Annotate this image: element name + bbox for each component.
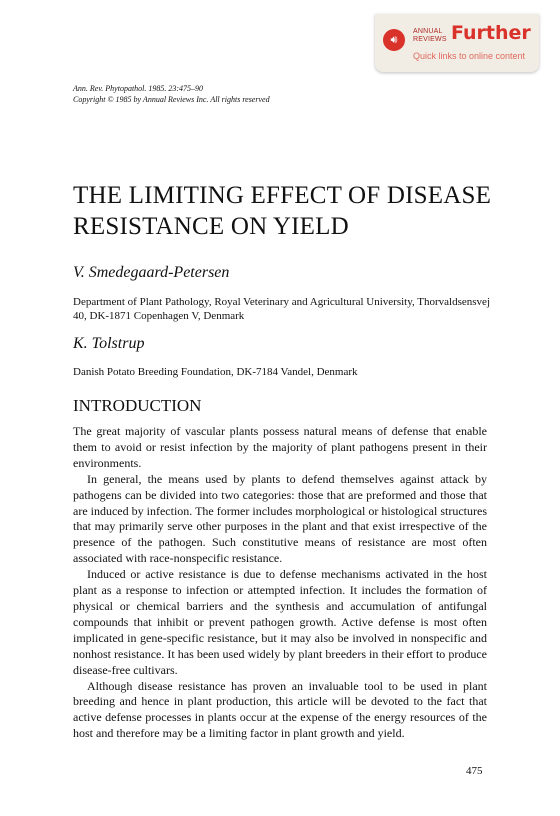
- banner-annual-reviews: [413, 28, 447, 44]
- paragraph-2: In general, the means used by plants to defend themselves against attack by pathogens can be divided into two categories: those that are preformed and those that are induced by infection. The former includes morphological or histological structures that may primarily serve other purposes in the plant and that exist irrespective of the presence of the pathogen. Such constitutive means of resistance are most often associated with race-nonspecific resistance.: [73, 471, 487, 566]
- paragraph-4: Although disease resistance has proven an invaluable tool to be used in plant breeding and hence in plant production, this article will be devoted to the fact that active defense processes in plants occur at the expense of the energy resources of the host and therefore may be a limiting factor in plant growth and yield.: [73, 678, 487, 741]
- annual-reviews-further-banner[interactable]: [375, 14, 539, 72]
- banner-further-text: Further: [451, 22, 531, 44]
- citation: [73, 83, 270, 105]
- paragraph-1: The great majority of vascular plants possess natural means of defense that enable them to avoid or resist infection by the majority of plant pathogens present in their environments.: [73, 424, 487, 470]
- section-heading: INTRODUCTION: [73, 396, 202, 415]
- banner-subtitle[interactable]: Quick links to online content: [413, 51, 526, 61]
- author-affiliation-2: Danish Potato Breeding Foundation, DK-7184 Vandel, Denmark: [73, 366, 358, 378]
- author-affiliation-1: Department of Plant Pathology, Royal Veterinary and Agricultural University, Thorvaldsensvej 40, DK-1871 Copenhagen V, Denmark: [73, 296, 490, 322]
- citation-journal: Ann. Rev. Phytopathol. 1985. 23:475–90: [73, 84, 204, 93]
- article-body: [73, 424, 487, 742]
- author-name-2: K. Tolstrup: [73, 335, 145, 352]
- banner-annual-text: ANNUAL: [413, 28, 443, 35]
- speaker-icon: 🔊︎: [383, 29, 405, 51]
- banner-reviews-text: REVIEWS: [413, 36, 447, 43]
- citation-copyright: Copyright © 1985 by Annual Reviews Inc. All rights reserved: [73, 95, 270, 104]
- paragraph-3: Induced or active resistance is due to defense mechanisms activated in the host plant as a response to infection or attempted infection. It includes the formation of physical or chemical barriers and the synthesis and accumulation of antifungal compounds that inhibit or prevent pathogen growth. Active defense is most often implicated in gene-specific resistance, but it may also be involved in nonspecific and nonhost resistance. It has been used widely by plant breeders in their effort to produce disease-free cultivars.: [73, 567, 487, 677]
- article-title: THE LIMITING EFFECT OF DISEASE RESISTANCE ON YIELD: [73, 182, 492, 240]
- author-name-1: V. Smedegaard-Petersen: [73, 264, 230, 281]
- page-number: 475: [466, 765, 483, 777]
